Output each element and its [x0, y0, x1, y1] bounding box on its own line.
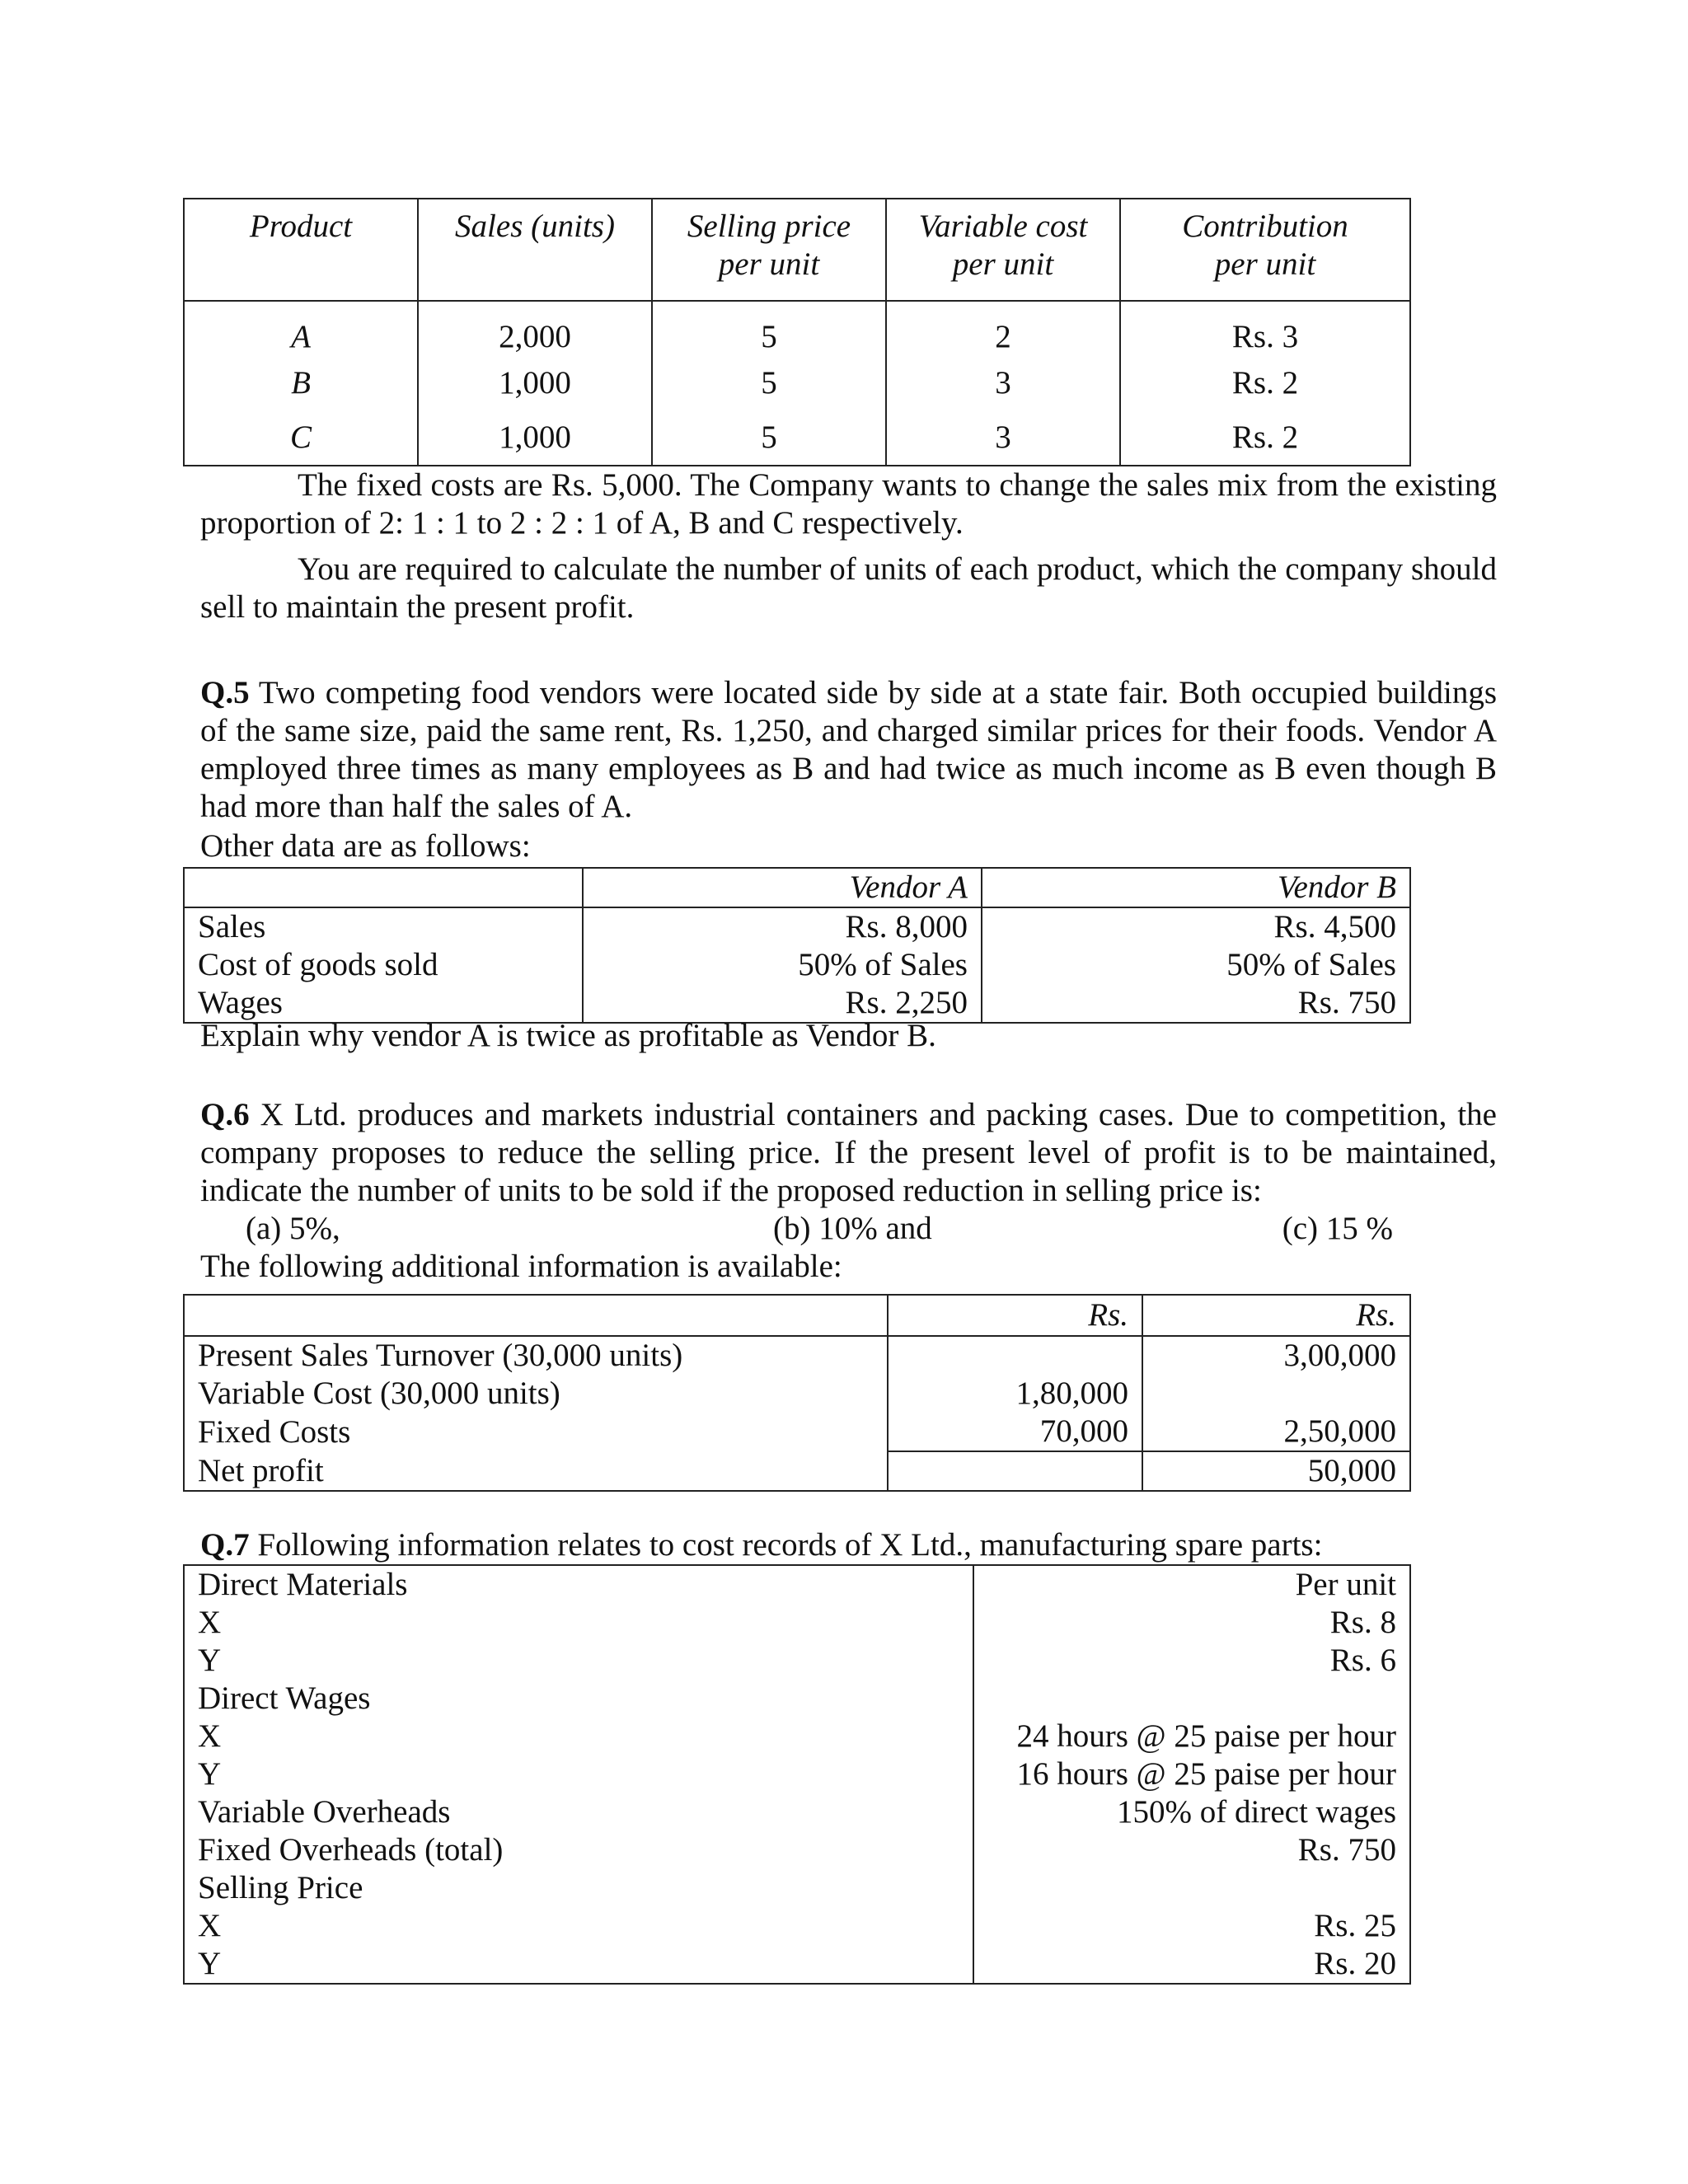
table-row	[184, 1793, 1410, 1831]
option-a: (a) 5%,	[246, 1211, 340, 1246]
table-row	[184, 301, 1410, 356]
q6-label: Q.6	[200, 1097, 250, 1132]
table-row	[184, 1413, 1410, 1451]
vendor-b-value: Rs. 750	[982, 984, 1410, 1023]
q6-options	[246, 1210, 1393, 1248]
row-value: 24 hours @ 25 paise per hour	[1016, 1718, 1396, 1754]
cell-contribution: Rs. 2	[1120, 410, 1410, 466]
q7-label: Q.7	[200, 1527, 250, 1563]
row-value: Rs. 25	[1314, 1908, 1396, 1943]
header-vendor-b: Vendor B	[982, 868, 1410, 907]
table-header-row	[184, 199, 1410, 301]
table-row	[184, 356, 1410, 410]
row-label: Fixed Overheads (total)	[184, 1831, 973, 1869]
table-row	[184, 1451, 1410, 1491]
table-row	[184, 1869, 1410, 1907]
table-row	[184, 1718, 1410, 1755]
table-header-row	[184, 868, 1410, 907]
option-b: (b) 10% and	[773, 1211, 932, 1246]
vendor-b-value: 50% of Sales	[982, 946, 1410, 984]
table-row	[184, 1831, 1410, 1869]
sales-turnover-table	[183, 1294, 1411, 1492]
table-row	[184, 1945, 1410, 1984]
q6-question: Q.6 X Ltd. produces and markets industrial containers and packing cases. Due to competition, the company proposes to reduce the selling price. If the present level of profit is to be maintained, indicate the number of units to be sold if the proposed reduction in selling price is:	[200, 1097, 1497, 1208]
row-label: Fixed Costs	[184, 1413, 888, 1451]
table-row	[184, 946, 1410, 984]
cell-price: 5	[652, 301, 886, 356]
amount-2	[1142, 1375, 1410, 1413]
table-row	[184, 1680, 1410, 1718]
row-label: Direct Materials	[184, 1565, 973, 1604]
cell-variable: 2	[886, 301, 1120, 356]
row-label: Sales	[184, 907, 583, 946]
row-label: Selling Price	[184, 1869, 973, 1907]
row-label: Present Sales Turnover (30,000 units)	[184, 1336, 888, 1375]
table-row	[184, 1375, 1410, 1413]
cell-price: 5	[652, 356, 886, 410]
vendor-b-value: Rs. 4,500	[982, 907, 1410, 946]
header-rs-2: Rs.	[1142, 1295, 1410, 1336]
table-row	[184, 410, 1410, 466]
vendor-table	[183, 867, 1411, 1024]
table-row	[184, 1755, 1410, 1793]
requirement-paragraph: You are required to calculate the number of units of each product, which the company should sell to maintain the present profit.	[200, 551, 1497, 625]
amount-1	[888, 1451, 1142, 1491]
amount-2: 2,50,000	[1142, 1413, 1410, 1451]
amount-1	[888, 1336, 1142, 1375]
product-contribution-table	[183, 198, 1411, 466]
row-label: Net profit	[184, 1451, 888, 1491]
header-blank	[184, 1295, 888, 1336]
cell-product: B	[184, 356, 418, 410]
amount-2: 3,00,000	[1142, 1336, 1410, 1375]
amount-2: 50,000	[1142, 1451, 1410, 1491]
cell-product: C	[184, 410, 418, 466]
option-c: (c) 15 %	[1282, 1211, 1393, 1246]
table-row	[184, 1604, 1410, 1642]
header-rs-1: Rs.	[888, 1295, 1142, 1336]
cell-contribution: Rs. 3	[1120, 301, 1410, 356]
cell-product: A	[184, 301, 418, 356]
cell-sales: 2,000	[418, 301, 652, 356]
header-blank	[184, 868, 583, 907]
q7-question: Q.7 Following information relates to cost records of X Ltd., manufacturing spare parts:	[200, 1527, 1323, 1563]
cell-sales: 1,000	[418, 356, 652, 410]
table-row	[184, 1565, 1410, 1604]
header-selling-price: Selling price per unit	[652, 199, 886, 301]
vendor-a-value: Rs. 2,250	[583, 984, 982, 1023]
row-label: Cost of goods sold	[184, 946, 583, 984]
q5-explain: Explain why vendor A is twice as profitable as Vendor B.	[200, 1018, 936, 1053]
table-row	[184, 1907, 1410, 1945]
row-label: Y	[184, 1755, 973, 1793]
row-label: Variable Cost (30,000 units)	[184, 1375, 888, 1413]
row-label: Y	[184, 1945, 973, 1984]
cost-records-table	[183, 1564, 1411, 1985]
q5-question: Q.5 Two competing food vendors were located side by side at a state fair. Both occupied buildings of the same size, paid the same rent, Rs. 1,250, and charged similar prices for their foods. Vendor A employed three times as many employees as B and had twice as much income as B even though B had more than half the sales of A.	[200, 675, 1498, 824]
row-value: Rs. 20	[1314, 1946, 1396, 1981]
vendor-a-value: Rs. 8,000	[583, 907, 982, 946]
row-label: X	[184, 1718, 973, 1755]
amount-1: 70,000	[888, 1413, 1142, 1451]
row-value: Per unit	[1295, 1567, 1396, 1602]
header-contribution: Contribution per unit	[1120, 199, 1410, 301]
header-sales-units: Sales (units)	[418, 199, 652, 301]
cell-variable: 3	[886, 410, 1120, 466]
amount-1: 1,80,000	[888, 1375, 1142, 1413]
fixed-costs-paragraph: The fixed costs are Rs. 5,000. The Company wants to change the sales mix from the existing proportion of 2: 1 : 1 to 2 : 2 : 1 of A, B and C respectively.	[200, 467, 1497, 541]
row-value	[973, 1680, 1410, 1718]
row-label: Variable Overheads	[184, 1793, 973, 1831]
row-label: X	[184, 1604, 973, 1642]
cell-price: 5	[652, 410, 886, 466]
row-label: X	[184, 1907, 973, 1945]
q5-other-data: Other data are as follows:	[200, 828, 531, 864]
table-row	[184, 1336, 1410, 1375]
vendor-a-value: 50% of Sales	[583, 946, 982, 984]
header-variable-cost: Variable cost per unit	[886, 199, 1120, 301]
cell-contribution: Rs. 2	[1120, 356, 1410, 410]
q6-additional: The following additional information is available:	[200, 1249, 842, 1284]
row-value: 150% of direct wages	[1117, 1794, 1396, 1830]
row-value: 16 hours @ 25 paise per hour	[1016, 1756, 1396, 1792]
row-value: Rs. 6	[1329, 1643, 1396, 1678]
row-label: Y	[184, 1642, 973, 1680]
cell-variable: 3	[886, 356, 1120, 410]
cell-sales: 1,000	[418, 410, 652, 466]
q5-label: Q.5	[200, 675, 250, 710]
table-header-row	[184, 1295, 1410, 1336]
row-label: Wages	[184, 984, 583, 1023]
header-vendor-a: Vendor A	[583, 868, 982, 907]
table-row	[184, 907, 1410, 946]
row-value: Rs. 750	[1297, 1832, 1396, 1868]
row-value: Rs. 8	[1329, 1605, 1396, 1640]
table-row	[184, 1642, 1410, 1680]
header-product: Product	[184, 199, 418, 301]
row-value	[973, 1869, 1410, 1907]
row-label: Direct Wages	[184, 1680, 973, 1718]
